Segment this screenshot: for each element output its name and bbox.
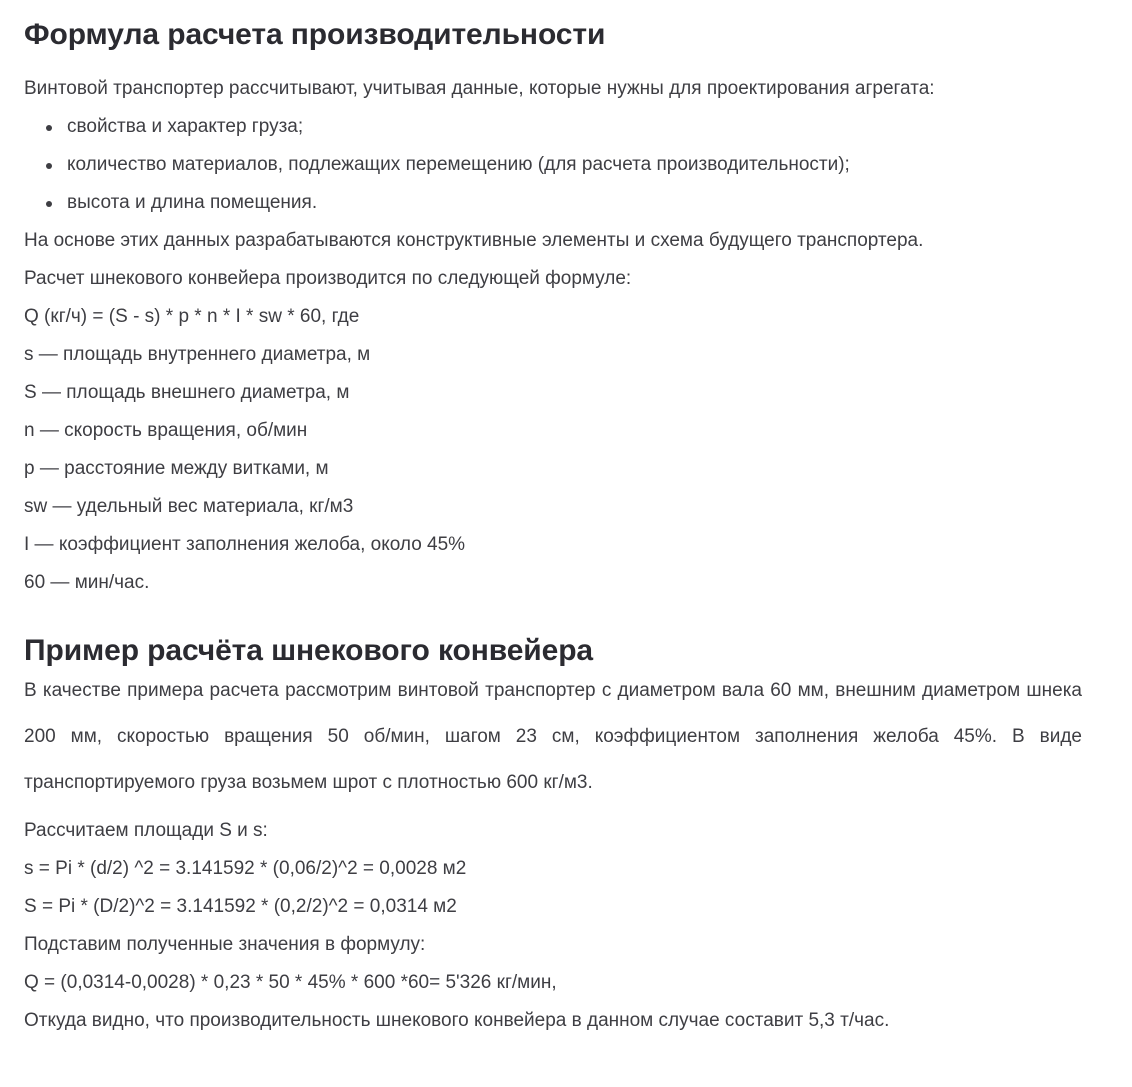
substitute-formula: Q = (0,0314-0,0028) * 0,23 * 50 * 45% * 600 *60= 5'326 кг/мин,: [24, 972, 557, 993]
productivity-formula: Q (кг/ч) = (S - s) * p * n * I * sw * 60, где: [24, 306, 360, 327]
conclusion-paragraph: Откуда видно, что производительность шнекового конвейера в данном случае составит 5,3 т/час.: [24, 1010, 890, 1031]
list-item: высота и длина помещения.: [24, 184, 1108, 222]
definition-n: n — скорость вращения, об/мин: [24, 420, 308, 441]
list-item: свойства и характер груза;: [24, 108, 1108, 146]
formula-after-list-paragraph-1: На основе этих данных разрабатываются конструктивные элементы и схема будущего транспортера.: [24, 230, 924, 251]
section-heading-example: Пример расчёта шнекового конвейера: [24, 634, 594, 667]
formula-after-list-paragraph-2: Расчет шнекового конвейера производится по следующей формуле:: [24, 268, 632, 289]
area-large-formula: S = Pi * (D/2)^2 = 3.141592 * (0,2/2)^2 = 0,0314 м2: [24, 896, 457, 917]
definition-i: I — коэффициент заполнения желоба, около 45%: [24, 534, 466, 555]
substitute-label: Подставим полученные значения в формулу:: [24, 934, 426, 955]
area-small-formula: s = Pi * (d/2) ^2 = 3.141592 * (0,06/2)^2 = 0,0028 м2: [24, 858, 467, 879]
formula-intro-paragraph: Винтовой транспортер рассчитывают, учитывая данные, которые нужны для проектирования агрегата:: [24, 78, 935, 99]
definition-sw: sw — удельный вес материала, кг/м3: [24, 496, 354, 517]
example-intro-paragraph: В качестве примера расчета рассмотрим винтовой транспортер с диаметром вала 60 мм, внешним диаметром шнека 200 мм, скоростью вращения 50 об/мин, шагом 23 см, коэффициентом заполнения желоба 45%. В виде транспортируемого груза возьмем шрот с плотностью 600 кг/м3.: [24, 680, 1082, 793]
definition-60: 60 — мин/час.: [24, 572, 150, 593]
definition-s-upper: S — площадь внешнего диаметра, м: [24, 382, 350, 403]
formula-variable-definitions: [24, 336, 1108, 602]
definition-p: p — расстояние между витками, м: [24, 458, 329, 479]
list-item: количество материалов, подлежащих перемещению (для расчета производительности);: [24, 146, 1108, 184]
requirements-list: [24, 108, 1108, 222]
section-heading-formula: Формула расчета производительности: [24, 18, 606, 51]
areas-label: Рассчитаем площади S и s:: [24, 820, 268, 841]
definition-s-lower: s — площадь внутреннего диаметра, м: [24, 344, 371, 365]
